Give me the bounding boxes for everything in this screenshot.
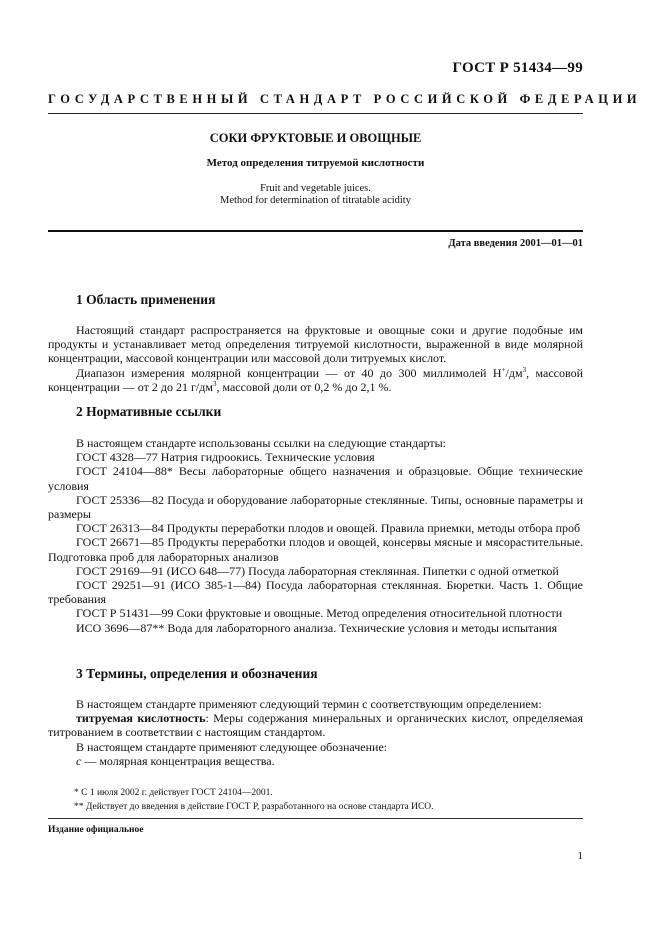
document-title: СОКИ ФРУКТОВЫЕ И ОВОЩНЫЕ bbox=[209, 131, 422, 145]
gost-number: ГОСТ Р 51434—99 bbox=[452, 60, 583, 76]
footnote-1: * С 1 июля 2002 г. действует ГОСТ 24104—2001. bbox=[74, 788, 273, 798]
header-divider bbox=[48, 113, 583, 114]
section-3-heading: 3 Термины, определения и обозначения bbox=[76, 666, 318, 681]
range-text-b: /дм bbox=[505, 365, 523, 380]
range-sup-2: 3 bbox=[522, 365, 527, 374]
section-3-paragraph-2: В настоящем стандарте применяют следующее обозначение: bbox=[76, 739, 388, 754]
symbol-definition bbox=[48, 754, 583, 768]
range-sup-3: 3 bbox=[212, 379, 217, 388]
section-3-paragraph-1: В настоящем стандарте применяют следующий термин с соответствующим определением: bbox=[76, 697, 542, 711]
page-number: 1 bbox=[577, 850, 583, 862]
reference-item: ГОСТ Р 51431—99 Соки фруктовые и овощные. Метод определения относительной плотности bbox=[76, 606, 563, 621]
section-1-heading: 1 Область применения bbox=[76, 292, 216, 307]
document-subtitle: Метод определения титруемой кислотности bbox=[206, 157, 425, 169]
section-2-heading: 2 Нормативные ссылки bbox=[76, 404, 222, 419]
section-1-body bbox=[48, 323, 583, 394]
reference-item: ИСО 3696—87** Вода для лабораторного анализа. Технические условия и методы испытания bbox=[76, 620, 558, 635]
english-title bbox=[48, 183, 583, 207]
reference-item: ГОСТ 4328—77 Натрия гидроокись. Технические условия bbox=[76, 450, 375, 465]
range-text-c: , массовой концентрации — от 2 до 21 г/дм bbox=[48, 365, 583, 394]
introduction-date: Дата введения 2001—01—01 bbox=[448, 238, 583, 249]
reference-item: ГОСТ 26671—85 Продукты переработки плодов и овощей, консервы мясные и мясорастительные. Подготовка проб для лабораторных анализов bbox=[48, 535, 583, 564]
section-1-paragraph-2 bbox=[48, 366, 583, 394]
range-text-d: , массовой доли от 0,2 % до 2,1 %. bbox=[216, 379, 392, 394]
reference-item: ГОСТ 25336—82 Посуда и оборудование лабораторные стеклянные. Типы, основные параметры и размеры bbox=[48, 492, 583, 522]
term-definition bbox=[48, 711, 583, 739]
symbol-text: — молярная концентрация вещества. bbox=[81, 753, 275, 768]
english-title-line-1: Fruit and vegetable juices. bbox=[260, 183, 371, 194]
state-standard-banner: ГОСУДАРСТВЕННЫЙ СТАНДАРТ РОССИЙСКОЙ ФЕДЕРАЦИИ bbox=[48, 92, 642, 106]
english-title-line-2: Method for determination of titratable acidity bbox=[220, 195, 411, 206]
footer-divider bbox=[48, 818, 583, 819]
symbol-name: с bbox=[76, 753, 82, 768]
edition-label: Издание официальное bbox=[48, 825, 144, 835]
range-sup-1: + bbox=[501, 365, 506, 374]
section-3-body bbox=[48, 697, 583, 768]
range-text-a: Диапазон измерения молярной концентрации — от 40 до 300 миллимолей Н bbox=[76, 365, 502, 380]
reference-item: ГОСТ 29251—91 (ИСО 385-1—84) Посуда лабораторная стеклянная. Бюретки. Часть 1. Общие требования bbox=[48, 578, 583, 607]
reference-item: ГОСТ 24104—88* Весы лабораторные общего назначения и образцовые. Общие технические условия bbox=[48, 464, 583, 493]
footnotes bbox=[48, 786, 583, 814]
reference-item: ГОСТ 29169—91 (ИСО 648—77) Посуда лабораторная стеклянная. Пипетки с одной отметкой bbox=[76, 563, 559, 578]
title-divider bbox=[48, 230, 583, 232]
section-2-body bbox=[48, 436, 583, 635]
term-name: титруемая кислотность bbox=[76, 711, 206, 726]
reference-item: ГОСТ 26313—84 Продукты переработки плодов и овощей. Правила приемки, методы отбора проб bbox=[76, 521, 581, 536]
term-text: : Меры содержания минеральных и органических кислот, определяемая титрованием в соответствии с настоящим стандартом. bbox=[48, 711, 583, 740]
footnote-2: ** Действует до введения в действие ГОСТ Р, разработанного на основе стандарта ИСО. bbox=[74, 802, 434, 812]
section-1-paragraph-1: Настоящий стандарт распространяется на фруктовые и овощные соки и другие подобные им продукты и устанавливает метод определения титруемой кислотности, выраженной в виде молярной концентрации, массовой концентрации или массовой доли титруемых кислот. bbox=[48, 323, 583, 366]
section-2-intro: В настоящем стандарте использованы ссылки на следующие стандарты: bbox=[76, 436, 447, 450]
